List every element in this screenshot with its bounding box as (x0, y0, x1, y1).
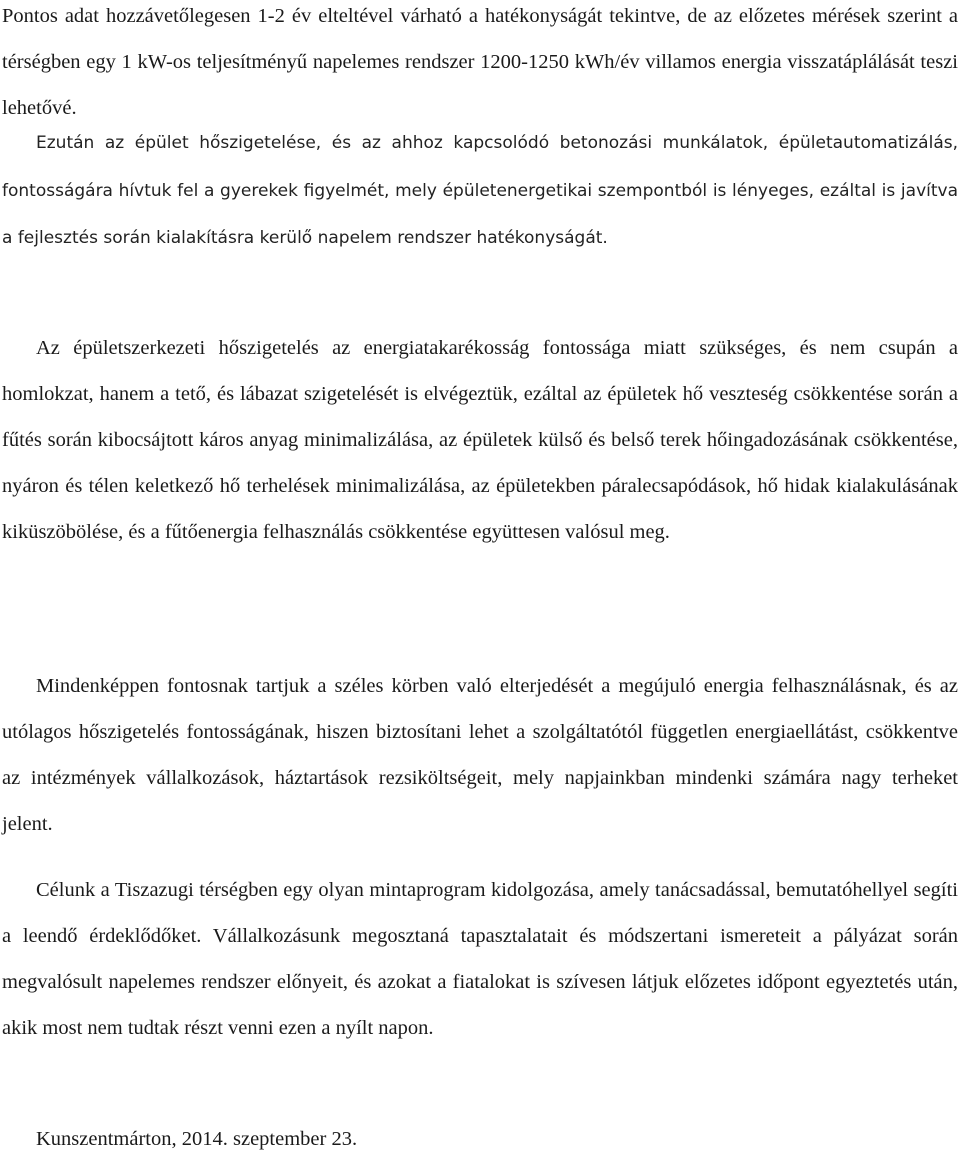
place-date-line: Kunszentmárton, 2014. szeptember 23. (36, 1128, 358, 1150)
paragraph-goal-program: Célunk a Tiszazugi térségben egy olyan mintaprogram kidolgozása, amely tanácsadással, bemutatóhellyel segíti a leendő érdeklődőket. Vállalkozásunk megosztaná tapasztalatait és módszertani ismereteit a pályázat során megvalósult napelemes rendszer előnyeit, és azokat a fiatalokat is szívesen látjuk előzetes időpont egyeztetés után, akik most nem tudtak részt venni ezen a nyílt napon. (2, 879, 958, 1039)
paragraph-insulation-intro: Ezután az épület hőszigetelése, és az ahhoz kapcsolódó betonozási munkálatok, épületautomatizálás, fontosságára hívtuk fel a gyerekek figyelmét, mely épületenergetikai szempontból is lényeges, ezáltal is javítva a fejlesztés során kialakításra kerülő napelem rendszer hatékonyságát. (2, 133, 958, 248)
paragraph-structural-insulation: Az épületszerkezeti hőszigetelés az energiatakarékosság fontossága miatt szükséges, és nem csupán a homlokzat, hanem a tető, és lábazat szigetelését is elvégeztük, ezáltal az épületek hő veszteség csökkentése során a fűtés során kibocsájtott káros anyag minimalizálása, az épületek külső és belső terek hőingadozásának csökkentése, nyáron és télen keletkező hő terhelések minimalizálása, az épületekben páralecsapódások, hő hidak kialakulásának kiküszöbölése, és a fűtőenergia felhasználás csökkentése együttesen valósul meg. (2, 337, 958, 543)
paragraph-renewable-importance: Mindenképpen fontosnak tartjuk a széles körben való elterjedését a megújuló energia felhasználásnak, és az utólagos hőszigetelés fontosságának, hiszen biztosítani lehet a szolgáltatótól független energiaellátást, csökkentve az intézmények vállalkozások, háztartások rezsiköltségeit, mely napjainkban mindenki számára nagy terheket jelent. (2, 675, 958, 835)
paragraph-energy-estimate: Pontos adat hozzávetőlegesen 1-2 év elteltével várható a hatékonyságát tekintve, de az előzetes mérések szerint a térségben egy 1 kW-os teljesítményű napelemes rendszer 1200-1250 kWh/év villamos energia visszatáplálását teszi lehetővé. (2, 5, 958, 119)
